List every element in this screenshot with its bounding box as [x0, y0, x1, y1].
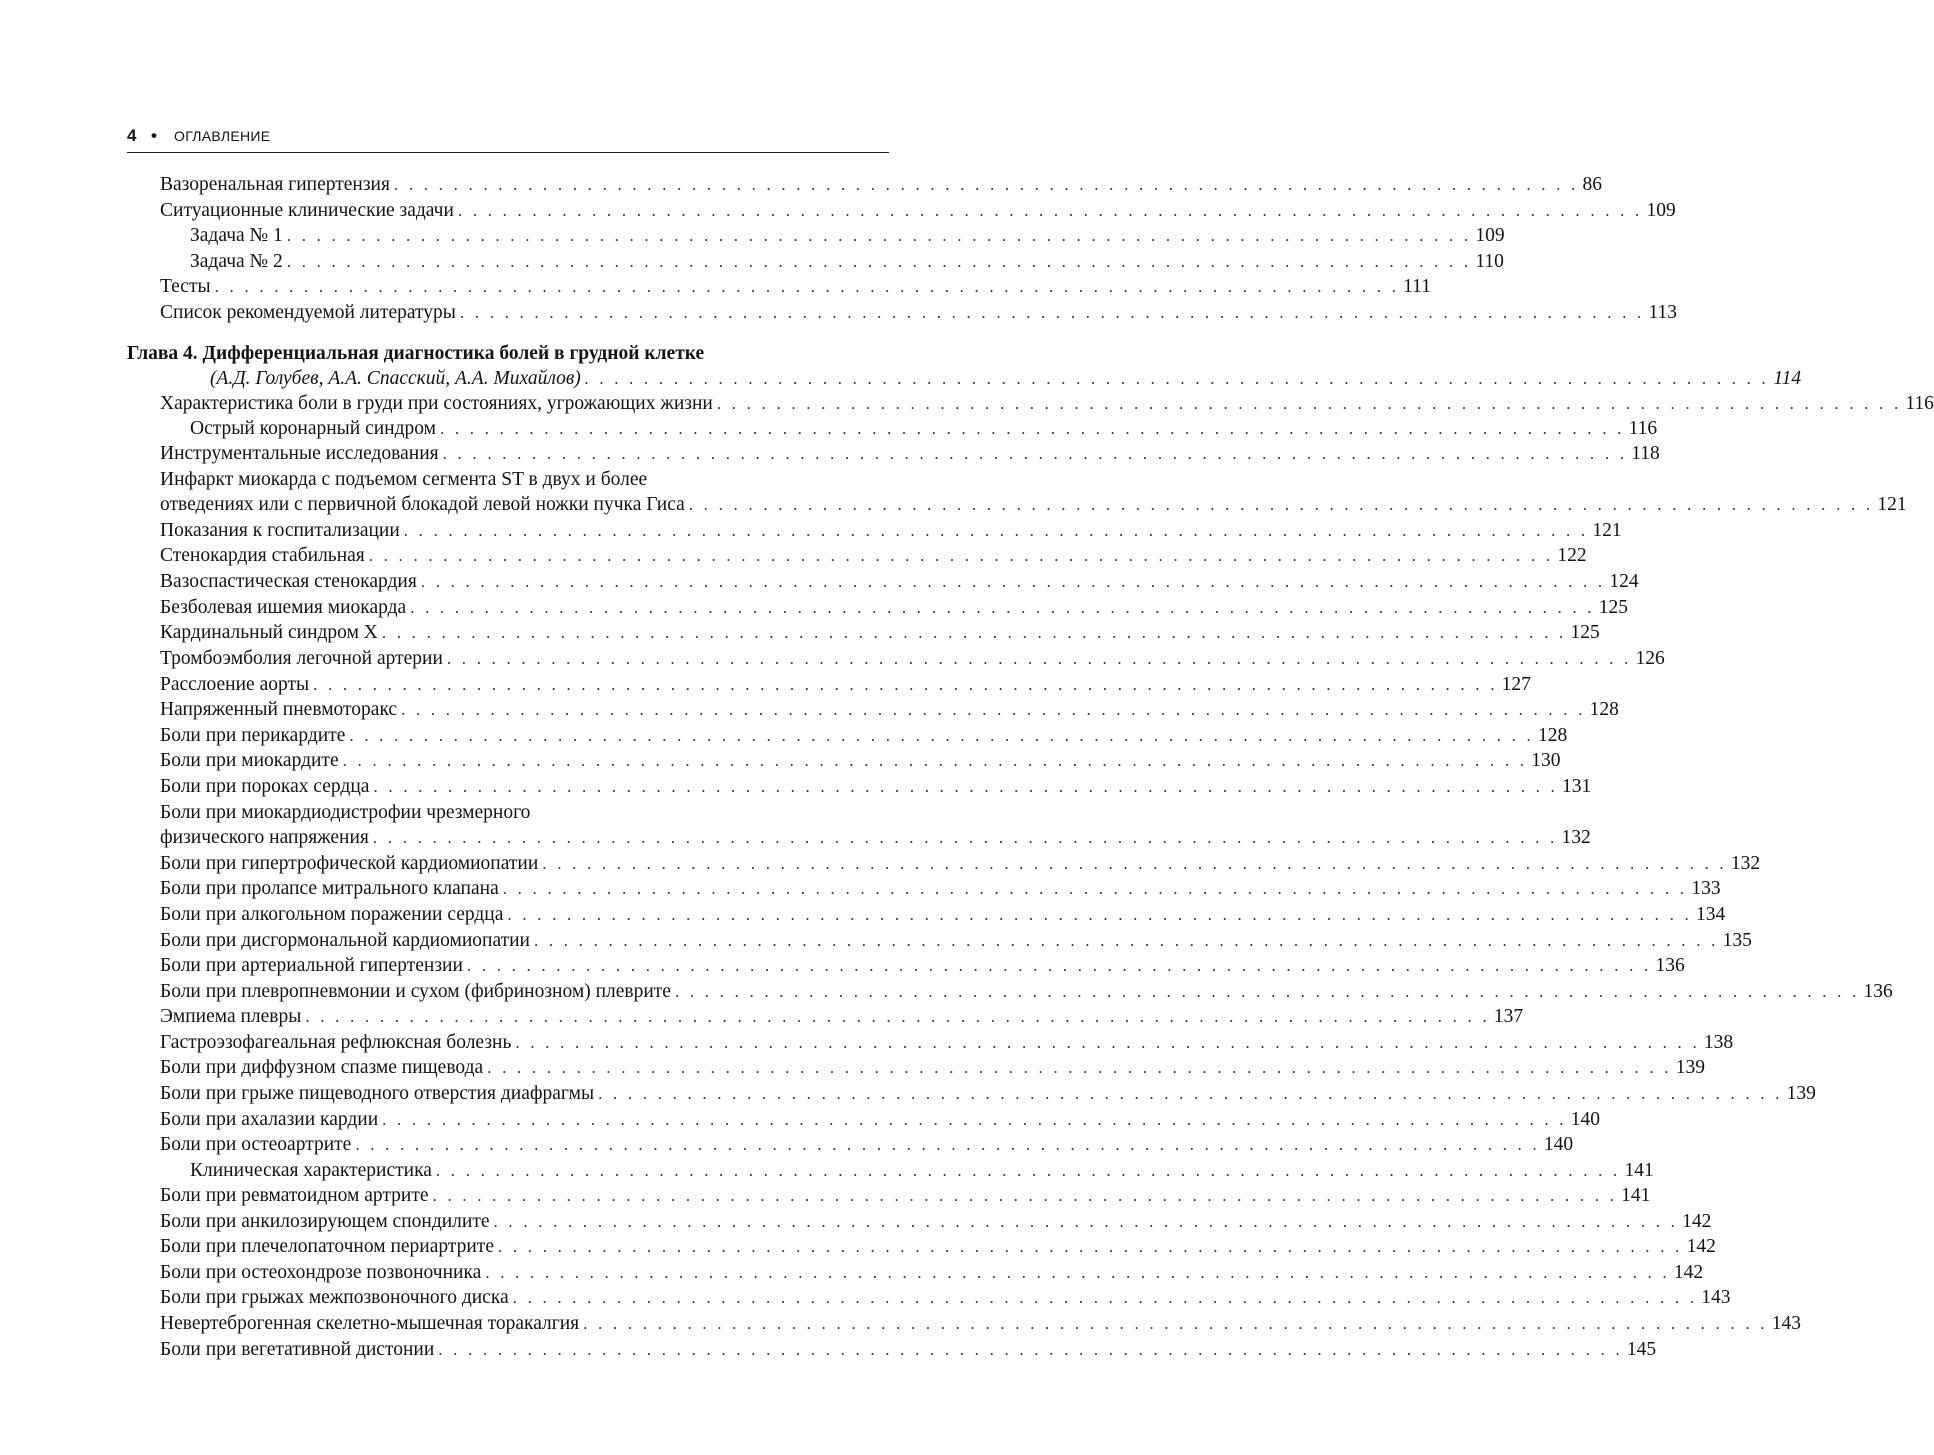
toc-entry[interactable] [160, 876, 1721, 902]
dot-leader: . . . . . . . . . . . . . . . . . . . . . . . . . . . . . . . . . . . . . . . . . . . . . . . . . . . . . . . . . . . . . . . . . . . . . . . . . . . . . . . . [420, 572, 1606, 591]
toc-entry-title: Стенокардия стабильная [160, 545, 365, 566]
toc-entry[interactable] [160, 851, 1761, 877]
toc-entry-page: 140 [1543, 1134, 1574, 1155]
toc-entry[interactable] [160, 672, 1531, 698]
toc-entry-page: 128 [1537, 725, 1568, 746]
dot-leader: . . . . . . . . . . . . . . . . . . . . . . . . . . . . . . . . . . . . . . . . . . . . . . . . . . . . . . . . . . . . . . . . . . . . . . . . . . . . . . . . [466, 956, 1652, 975]
toc-entry-title: Расслоение аорты [160, 674, 310, 695]
toc-entry-title: Боли при перикардите [160, 725, 346, 746]
toc-entry-page: 125 [1598, 597, 1629, 618]
toc-entry-page: 125 [1570, 622, 1600, 643]
toc-entry[interactable] [160, 953, 1685, 979]
toc-entry-page: 126 [1635, 648, 1665, 669]
toc-entry-page: 122 [1557, 545, 1587, 566]
toc-entry-title: Боли при артериальной гипертензии [160, 955, 463, 976]
toc-entry[interactable] [190, 1158, 1654, 1184]
dot-leader: . . . . . . . . . . . . . . . . . . . . . . . . . . . . . . . . . . . . . . . . . . . . . . . . . . . . . . . . . . . . . . . . . . . . . . . . . . . . . . . . [584, 369, 1770, 388]
dot-leader: . . . . . . . . . . . . . . . . . . . . . . . . . . . . . . . . . . . . . . . . . . . . . . . . . . . . . . . . . . . . . . . . . . . . . . . . . . . . . . . . [355, 1135, 1540, 1154]
toc-entry[interactable] [190, 416, 1658, 442]
toc-entry[interactable] [160, 774, 1592, 800]
dot-leader: . . . . . . . . . . . . . . . . . . . . . . . . . . . . . . . . . . . . . . . . . . . . . . . . . . . . . . . . . . . . . . . . . . . . . . . . . . . . . . . . [373, 777, 1558, 796]
toc-entry-page: 136 [1655, 955, 1685, 976]
toc-entry-page: 142 [1682, 1211, 1712, 1232]
toc-entry[interactable] [160, 800, 660, 826]
toc-entry[interactable] [160, 467, 780, 493]
dot-leader: . . . . . . . . . . . . . . . . . . . . . . . . . . . . . . . . . . . . . . . . . . . . . . . . . . . . . . . . . . . . . . . . . . . . . . . . . . . . . . . . [313, 675, 1498, 694]
dot-leader: . . . . . . . . . . . . . . . . . . . . . . . . . . . . . . . . . . . . . . . . . . . . . . . . . . . . . . . . . . . . . . . . . . . . . . . . . . . . . . . . [305, 1007, 1490, 1026]
toc-entry-title: Клиническая характеристика [190, 1160, 432, 1181]
dot-leader: . . . . . . . . . . . . . . . . . . . . . . . . . . . . . . . . . . . . . . . . . . . . . . . . . . . . . . . . . . . . . . . . . . . . . . . . . . . . . . . . [534, 931, 1719, 950]
toc-entry-title: Задача № 2 [190, 251, 283, 272]
dot-leader: . . . . . . . . . . . . . . . . . . . . . . . . . . . . . . . . . . . . . . . . . . . . . . . . . . . . . . . . . . . . . . . . . . . . . . . . . . . . . . . . [401, 700, 1586, 719]
toc-entry[interactable] [160, 1055, 1705, 1081]
toc-entry-title: Инфаркт миокарда с подъемом сегмента ST в двух и более [160, 469, 648, 490]
dot-leader: . . . . . . . . . . . . . . . . . . . . . . . . . . . . . . . . . . . . . . . . . . . . . . . . . . . . . . . . . . . . . . . . . . . . . . . . . . . . . . . . [457, 201, 1643, 220]
toc-entry-title: Задача № 1 [190, 225, 283, 246]
toc-entry-title: Кардинальный синдром X [160, 622, 378, 643]
dot-leader: . . . . . . . . . . . . . . . . . . . . . . . . . . . . . . . . . . . . . . . . . . . . . . . . . . . . . . . . . . . . . . . . . . . . . . . . . . . . . . . . [432, 1186, 1618, 1205]
dot-leader: . . . . . . . . . . . . . . . . . . . . . . . . . . . . . . . . . . . . . . . . . . . . . . . . . . . . . . . . . . . . . . . . . . . . . . . . . . . . . . . . [502, 879, 1688, 898]
toc-entry-title: физического напряжения [160, 827, 369, 848]
dot-leader: . . . . . . . . . . . . . . . . . . . . . . . . . . . . . . . . . . . . . . . . . . . . . . . . . . . . . . . . . . . . . . . . . . . . . . . . . . . . . . . . [342, 751, 1528, 770]
dot-leader: . . . . . . . . . . . . . . . . . . . . . . . . . . . . . . . . . . . . . . . . . . . . . . . . . . . . . . . . . . . . . . . . . . . . . . . . . . . . . . . . [487, 1058, 1672, 1077]
toc-entry-title: Боли при плевропневмонии и сухом (фибринозном) плеврите [160, 981, 671, 1002]
toc-entry-title: Показания к госпитализации [160, 520, 400, 541]
page-number: 4 [127, 126, 137, 145]
dot-leader: . . . . . . . . . . . . . . . . . . . . . . . . . . . . . . . . . . . . . . . . . . . . . . . . . . . . . . . . . . . . . . . . . . . . . . . . . . . . . . . . [368, 546, 1554, 565]
dot-leader: . . . . . . . . . . . . . . . . . . . . . . . . . . . . . . . . . . . . . . . . . . . . . . . . . . . . . . . . . . . . . . . . . . . . . . . . . . . . . . . . [598, 1084, 1783, 1103]
toc-entry[interactable] [160, 620, 1600, 646]
toc-entry-title: Невертеброгенная скелетно-мышечная торакалгия [160, 1313, 580, 1334]
toc-entry-title: Боли при пролапсе митрального клапана [160, 878, 499, 899]
toc-entry-page: 138 [1703, 1032, 1734, 1053]
toc-entry-page: 114 [1773, 368, 1802, 389]
toc-entry-page: 130 [1531, 750, 1561, 771]
toc-entry[interactable] [160, 569, 1639, 595]
dot-leader: . . . . . . . . . . . . . . . . . . . . . . . . . . . . . . . . . . . . . . . . . . . . . . . . . . . . . . . . . . . . . . . . . . . . . . . . . . . . . . . . [410, 598, 1595, 617]
toc-entry[interactable] [160, 198, 1676, 224]
toc-entry-page: 128 [1589, 699, 1619, 720]
toc-entry[interactable] [160, 902, 1726, 928]
dot-leader: . . . . . . . . . . . . . . . . . . . . . . . . . . . . . . . . . . . . . . . . . . . . . . . . . . . . . . . . . . . . . . . . . . . . . . . . . . . . . . . . [382, 1110, 1567, 1129]
toc-entry-title: Глава 4. Дифференциальная диагностика болей в грудной клетке [127, 343, 705, 364]
dot-leader: . . . . . . . . . . . . . . . . . . . . . . . . . . . . . . . . . . . . . . . . . . . . . . . . . . . . . . . . . . . . . . . . . . . . . . . . . . . . . . . . [442, 444, 1628, 463]
toc-entry-title: Тромбоэмболия легочной артерии [160, 648, 443, 669]
bullet-icon: • [151, 126, 157, 145]
toc-entry[interactable] [190, 249, 1504, 275]
toc-entry-page: 118 [1631, 443, 1660, 464]
toc-entry-title: Боли при остеоартрите [160, 1134, 352, 1155]
toc-entry[interactable] [160, 1311, 1801, 1337]
dot-leader: . . . . . . . . . . . . . . . . . . . . . . . . . . . . . . . . . . . . . . . . . . . . . . . . . . . . . . . . . . . . . . . . . . . . . . . . . . . . . . . . [438, 1340, 1623, 1359]
toc-entry-title: Боли при диффузном спазме пищевода [160, 1057, 484, 1078]
dot-leader: . . . . . . . . . . . . . . . . . . . . . . . . . . . . . . . . . . . . . . . . . . . . . . . . . . . . . . . . . . . . . . . . . . . . . . . . . . . . . . . . [583, 1314, 1768, 1333]
dot-leader: . . . . . . . . . . . . . . . . . . . . . . . . . . . . . . . . . . . . . . . . . . . . . . . . . . . . . . . . . . . . . . . . . . . . . . . . . . . . . . . . [393, 175, 1579, 194]
toc-entry-page: 137 [1493, 1006, 1524, 1027]
toc-entry-page: 145 [1626, 1339, 1657, 1360]
toc-entry-page: 143 [1701, 1287, 1731, 1308]
dot-leader: . . . . . . . . . . . . . . . . . . . . . . . . . . . . . . . . . . . . . . . . . . . . . . . . . . . . . . . . . . . . . . . . . . . . . . . . . . . . . . . . [446, 649, 1632, 668]
toc-entry[interactable] [160, 1183, 1651, 1209]
toc-entry[interactable] [127, 341, 747, 367]
toc-entry-page: 141 [1624, 1160, 1654, 1181]
dot-leader: . . . . . . . . . . . . . . . . . . . . . . . . . . . . . . . . . . . . . . . . . . . . . . . . . . . . . . . . . . . . . . . . . . . . . . . . . . . . . . . . [440, 419, 1625, 438]
toc-entry[interactable] [160, 543, 1587, 569]
dot-leader: . . . . . . . . . . . . . . . . . . . . . . . . . . . . . . . . . . . . . . . . . . . . . . . . . . . . . . . . . . . . . . . . . . . . . . . . . . . . . . . . [286, 226, 1472, 245]
toc-entry-title: Боли при миокардите [160, 750, 339, 771]
toc-entry[interactable] [160, 697, 1619, 723]
toc-entry-title: Боли при гипертрофической кардиомиопатии [160, 853, 539, 874]
toc-entry[interactable] [160, 172, 1603, 198]
toc-entry-page: 142 [1673, 1262, 1704, 1283]
toc-entry[interactable] [160, 274, 1431, 300]
toc-entry-title: Инструментальные исследования [160, 443, 439, 464]
toc-entry-title: Боли при грыже пищеводного отверстия диафрагмы [160, 1083, 595, 1104]
toc-entry-title: Боли при остеохондрозе позвоночника [160, 1262, 482, 1283]
toc-entry[interactable] [160, 1004, 1524, 1030]
toc-entry-page: 131 [1562, 776, 1592, 797]
dot-leader: . . . . . . . . . . . . . . . . . . . . . . . . . . . . . . . . . . . . . . . . . . . . . . . . . . . . . . . . . . . . . . . . . . . . . . . . . . . . . . . . [498, 1237, 1683, 1256]
dot-leader: . . . . . . . . . . . . . . . . . . . . . . . . . . . . . . . . . . . . . . . . . . . . . . . . . . . . . . . . . . . . . . . . . . . . . . . . . . . . . . . . [515, 1033, 1700, 1052]
dot-leader: . . . . . . . . . . . . . . . . . . . . . . . . . . . . . . . . . . . . . . . . . . . . . . . . . . . . . . . . . . . . . . . . . . . . . . . . . . . . . . . . [688, 495, 1874, 514]
toc-entry-title: Вазоренальная гипертензия [160, 174, 390, 195]
dot-leader: . . . . . . . . . . . . . . . . . . . . . . . . . . . . . . . . . . . . . . . . . . . . . . . . . . . . . . . . . . . . . . . . . . . . . . . . . . . . . . . . [459, 303, 1645, 322]
toc-entry-page: 132 [1561, 827, 1591, 848]
toc-entry-title: Боли при ахалазии кардии [160, 1109, 379, 1130]
toc-entry-page: 110 [1475, 251, 1504, 272]
toc-entry[interactable] [160, 1337, 1657, 1363]
toc-entry-page: 109 [1646, 200, 1676, 221]
toc-entry-page: 109 [1475, 225, 1505, 246]
toc-entry-page: 139 [1786, 1083, 1816, 1104]
toc-entry[interactable] [160, 518, 1622, 544]
dot-leader: . . . . . . . . . . . . . . . . . . . . . . . . . . . . . . . . . . . . . . . . . . . . . . . . . . . . . . . . . . . . . . . . . . . . . . . . . . . . . . . . [674, 982, 1860, 1001]
toc-entry[interactable] [160, 300, 1678, 326]
toc-entry-title: Боли при грыжах межпозвоночного диска [160, 1287, 509, 1308]
dot-leader: . . . . . . . . . . . . . . . . . . . . . . . . . . . . . . . . . . . . . . . . . . . . . . . . . . . . . . . . . . . . . . . . . . . . . . . . . . . . . . . . [403, 521, 1589, 540]
toc-entry[interactable] [160, 441, 1660, 467]
toc-entry-title: Боли при анкилозирующем спондилите [160, 1211, 490, 1232]
toc-entry-page: 135 [1722, 930, 1752, 951]
toc-entry-page: 127 [1501, 674, 1531, 695]
toc-entry-title: Боли при плечелопаточном периартрите [160, 1236, 494, 1257]
toc-entry[interactable] [160, 1260, 1704, 1286]
toc-entry-title: Тесты [160, 276, 211, 297]
dot-leader: . . . . . . . . . . . . . . . . . . . . . . . . . . . . . . . . . . . . . . . . . . . . . . . . . . . . . . . . . . . . . . . . . . . . . . . . . . . . . . . . [381, 623, 1567, 642]
dot-leader: . . . . . . . . . . . . . . . . . . . . . . . . . . . . . . . . . . . . . . . . . . . . . . . . . . . . . . . . . . . . . . . . . . . . . . . . . . . . . . . . [507, 905, 1692, 924]
toc-entry[interactable] [160, 492, 1907, 518]
toc-entry-page: 142 [1686, 1236, 1716, 1257]
toc-entry-title: Боли при вегетативной дистонии [160, 1339, 435, 1360]
toc-entry-page: 134 [1695, 904, 1726, 925]
toc-entry[interactable] [160, 595, 1629, 621]
toc-entry-title: Боли при ревматоидном артрите [160, 1185, 429, 1206]
toc-entry-title: Эмпиема плевры [160, 1006, 302, 1027]
toc-entry-title: Боли при миокардиодистрофии чрезмерного [160, 802, 531, 823]
toc-entry-page: 133 [1691, 878, 1721, 899]
toc-entry[interactable] [160, 646, 1665, 672]
dot-leader: . . . . . . . . . . . . . . . . . . . . . . . . . . . . . . . . . . . . . . . . . . . . . . . . . . . . . . . . . . . . . . . . . . . . . . . . . . . . . . . . [435, 1161, 1621, 1180]
dot-leader: . . . . . . . . . . . . . . . . . . . . . . . . . . . . . . . . . . . . . . . . . . . . . . . . . . . . . . . . . . . . . . . . . . . . . . . . . . . . . . . . [512, 1288, 1698, 1307]
toc-entry[interactable] [160, 1081, 1816, 1107]
toc-entry-title: Напряженный пневмоторакс [160, 699, 398, 720]
toc-entry-title: отведениях или с первичной блокадой левой ножки пучка Гиса [160, 494, 685, 515]
toc-entry-page: 141 [1621, 1185, 1651, 1206]
toc-entry-page: 121 [1592, 520, 1622, 541]
toc-entry[interactable] [160, 1234, 1716, 1260]
toc-entry-page: 116 [1628, 418, 1658, 439]
toc-entry[interactable] [210, 366, 1802, 392]
toc-entry[interactable] [160, 391, 1934, 417]
toc-entry-title: Гастроэзофагеальная рефлюксная болезнь [160, 1032, 512, 1053]
toc-entry-title: (А.Д. Голубев, А.А. Спасский, А.А. Михайлов) [210, 368, 581, 389]
toc-entry-page: 116 [1905, 393, 1934, 414]
toc-entry-page: 143 [1771, 1313, 1801, 1334]
toc-entry[interactable] [160, 1107, 1600, 1133]
toc-entry-page: 136 [1863, 981, 1893, 1002]
running-head-title: ОГЛАВЛЕНИЕ [174, 128, 271, 144]
toc-entry-title: Список рекомендуемой литературы [160, 302, 456, 323]
toc-entry-title: Вазоспастическая стенокардия [160, 571, 417, 592]
toc-entry-page: 139 [1675, 1057, 1705, 1078]
dot-leader: . . . . . . . . . . . . . . . . . . . . . . . . . . . . . . . . . . . . . . . . . . . . . . . . . . . . . . . . . . . . . . . . . . . . . . . . . . . . . . . . [214, 277, 1400, 296]
dot-leader: . . . . . . . . . . . . . . . . . . . . . . . . . . . . . . . . . . . . . . . . . . . . . . . . . . . . . . . . . . . . . . . . . . . . . . . . . . . . . . . . [286, 252, 1472, 271]
toc-entry-title: Ситуационные клинические задачи [160, 200, 454, 221]
dot-leader: . . . . . . . . . . . . . . . . . . . . . . . . . . . . . . . . . . . . . . . . . . . . . . . . . . . . . . . . . . . . . . . . . . . . . . . . . . . . . . . . [485, 1263, 1670, 1282]
toc-entry-page: 140 [1570, 1109, 1600, 1130]
toc-entry[interactable] [160, 723, 1568, 749]
dot-leader: . . . . . . . . . . . . . . . . . . . . . . . . . . . . . . . . . . . . . . . . . . . . . . . . . . . . . . . . . . . . . . . . . . . . . . . . . . . . . . . . [542, 854, 1727, 873]
toc-entry[interactable] [160, 748, 1561, 774]
toc-entry-title: Боли при алкогольном поражении сердца [160, 904, 504, 925]
toc-entry-page: 121 [1877, 494, 1907, 515]
toc-entry[interactable] [160, 1132, 1574, 1158]
toc-entry-page: 132 [1730, 853, 1761, 874]
toc-entry[interactable] [190, 223, 1505, 249]
toc-entry-page: 86 [1582, 174, 1603, 195]
toc-entry-title: Острый коронарный синдром [190, 418, 436, 439]
toc-entry-title: Безболевая ишемия миокарда [160, 597, 407, 618]
dot-leader: . . . . . . . . . . . . . . . . . . . . . . . . . . . . . . . . . . . . . . . . . . . . . . . . . . . . . . . . . . . . . . . . . . . . . . . . . . . . . . . . [493, 1212, 1679, 1231]
toc-entry-title: Характеристика боли в груди при состояниях, угрожающих жизни [160, 393, 713, 414]
toc-entry[interactable] [160, 979, 1893, 1005]
toc-entry[interactable] [160, 825, 1591, 851]
page-header [127, 126, 889, 153]
dot-leader: . . . . . . . . . . . . . . . . . . . . . . . . . . . . . . . . . . . . . . . . . . . . . . . . . . . . . . . . . . . . . . . . . . . . . . . . . . . . . . . . [349, 726, 1534, 745]
toc-entry[interactable] [160, 1209, 1712, 1235]
toc-entry-page: 111 [1403, 276, 1431, 297]
dot-leader: . . . . . . . . . . . . . . . . . . . . . . . . . . . . . . . . . . . . . . . . . . . . . . . . . . . . . . . . . . . . . . . . . . . . . . . . . . . . . . . . [716, 394, 1902, 413]
toc-entry-title: Боли при дисгормональной кардиомиопатии [160, 930, 530, 951]
toc-entry-page: 113 [1648, 302, 1678, 323]
toc-entry-page: 124 [1609, 571, 1639, 592]
toc-entry[interactable] [160, 1030, 1734, 1056]
dot-leader: . . . . . . . . . . . . . . . . . . . . . . . . . . . . . . . . . . . . . . . . . . . . . . . . . . . . . . . . . . . . . . . . . . . . . . . . . . . . . . . . [372, 828, 1558, 847]
toc-entry-title: Боли при пороках сердца [160, 776, 370, 797]
toc-entry[interactable] [160, 1285, 1731, 1311]
toc-entry[interactable] [160, 928, 1752, 954]
